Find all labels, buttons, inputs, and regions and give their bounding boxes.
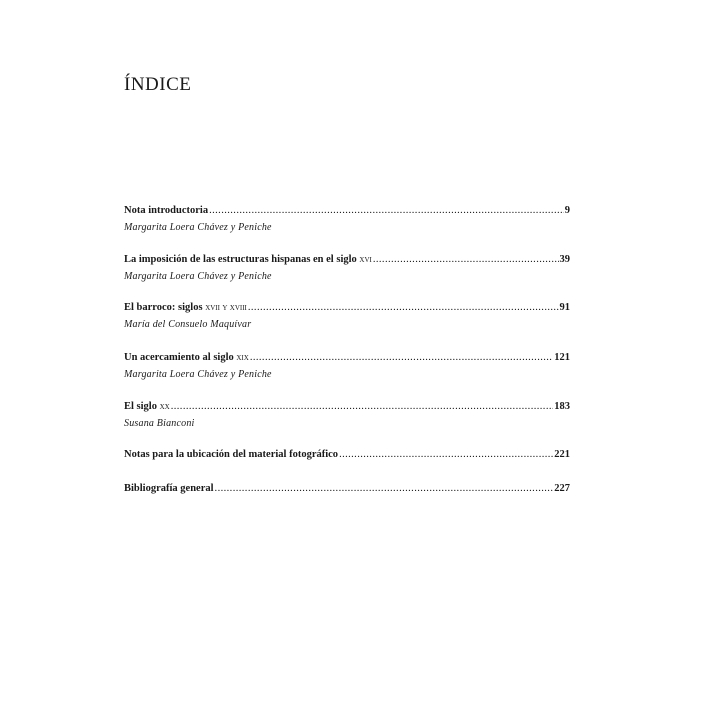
toc-entry (124, 400, 570, 431)
toc-entry-line (124, 400, 570, 414)
toc-entry (124, 448, 570, 462)
page-title: ÍNDICE (124, 74, 192, 95)
toc-entry-title: Un acercamiento al siglo xix (124, 352, 249, 363)
toc-entry-title: El siglo xx (124, 401, 170, 412)
toc-entry (124, 253, 570, 284)
toc-entry-line (124, 204, 570, 218)
toc-leader-dots (250, 351, 553, 365)
toc-entry-page: 39 (559, 254, 570, 265)
toc-entry-line (124, 351, 570, 365)
toc-entry-line (124, 301, 570, 315)
toc-entry-page: 9 (564, 205, 570, 216)
toc-entry-author: Margarita Loera Chávez y Peniche (124, 369, 272, 380)
toc-entry-title: Notas para la ubicación del material fotográfico (124, 449, 339, 460)
toc-entry-page: 91 (559, 302, 570, 313)
toc-entry-author: Margarita Loera Chávez y Peniche (124, 271, 272, 282)
toc-entry-title: El barroco: siglos xvii y xviii (124, 302, 247, 313)
toc-entry-line (124, 482, 570, 496)
toc-entry (124, 301, 570, 332)
toc-leader-dots (215, 482, 554, 496)
toc-entry-line (124, 448, 570, 462)
toc-entry-page: 183 (554, 401, 570, 412)
toc-leader-dots (171, 400, 554, 414)
toc-entry-page: 221 (554, 449, 570, 460)
toc-entry-title: Nota introductoria (124, 205, 209, 216)
toc-entry-author: Margarita Loera Chávez y Peniche (124, 222, 272, 233)
toc-entry (124, 482, 570, 496)
toc-leader-dots (373, 253, 559, 267)
toc-entry-author: María del Consuelo Maquívar (124, 319, 252, 330)
toc-entry (124, 204, 570, 235)
toc-leader-dots (248, 301, 559, 315)
toc-entry-author: Susana Bianconi (124, 418, 195, 429)
toc-entry (124, 351, 570, 382)
toc-entry-title: Bibliografía general (124, 483, 214, 494)
toc-entry-page: 227 (554, 483, 570, 494)
toc-entry-page: 121 (554, 352, 570, 363)
toc-entry-line (124, 253, 570, 267)
toc-leader-dots (339, 448, 553, 462)
toc-leader-dots (209, 204, 564, 218)
toc-entry-title: La imposición de las estructuras hispanas en el siglo xvi (124, 254, 372, 265)
